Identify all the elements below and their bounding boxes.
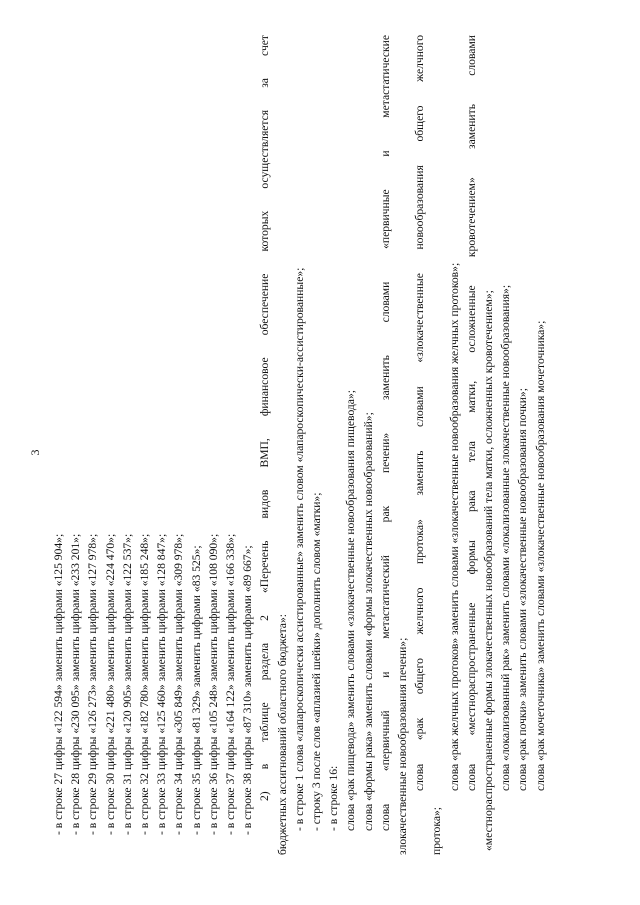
text-line: - в строке 33 цифры «125 460» заменить цифрами «128 847»; (155, 533, 169, 835)
text-line: - в строке 16: (327, 765, 341, 831)
text-line: слова «местнораспространенные формы рака тела матки, осложненные кровотечением» заменить словами (464, 35, 478, 791)
text-line: протока»; (430, 807, 444, 855)
text-line: слова «локализованный рак» заменить словами «локализованные злокачественные новообразования»; (499, 284, 513, 791)
text-line: слова «рак общего желчного протока» заменить словами «злокачественные новообразования общего желчного (413, 35, 427, 791)
text-line: - в строке 35 цифры «81 329» заменить цифрами «83 525»; (189, 545, 203, 835)
text-line: - в строке 36 цифры «105 248» заменить цифрами «108 090»; (206, 533, 220, 835)
text-line: - в строке 27 цифры «122 594» заменить цифрами «125 904»; (52, 533, 65, 835)
text-line: «местнораспространенные формы злокачественных новообразований тела матки, осложненных кровотечением»; (482, 290, 496, 851)
page-number: 3 (28, 449, 42, 456)
text-line: злокачественные новообразования печени»; (396, 637, 410, 855)
text-line: - в строке 37 цифры «164 122» заменить цифрами «166 338»; (224, 533, 238, 835)
text-line: слова «рак желчных протоков» заменить словами «злокачественные новообразования желчных протоков»; (447, 262, 461, 791)
document-body (50, 35, 549, 855)
text-line: слова «первичный и метастатический рак печени» заменить словами «первичные и метастатические (378, 35, 392, 831)
text-line: - в строке 32 цифры «182 780» заменить цифрами «185 248»; (138, 533, 152, 835)
text-line: - в строке 28 цифры «230 095» заменить цифрами «233 201»; (69, 533, 83, 835)
text-line: - строку 3 после слов «аплазией шейки» дополнить словом «матки»; (310, 492, 324, 831)
text-line: - в строке 31 цифры «120 905» заменить цифрами «122 537»; (120, 533, 134, 835)
text-line: - в строке 30 цифры «221 480» заменить цифрами «224 470»; (103, 533, 117, 835)
text-line: - в строке 29 цифры «126 273» заменить цифрами «127 978»; (86, 533, 100, 835)
text-line: - в строке 34 цифры «305 849» заменить цифрами «309 978»; (172, 533, 186, 835)
text-line: - в строке 38 цифры «87 310» заменить цифрами «89 667»; (241, 545, 255, 835)
text-line: - в строке 1 слова «лапароскопически ассистированные» заменить словом «лапароскопически-ассистированные»; (292, 267, 306, 831)
text-line: 2) в таблице раздела 2 «Перечень видов ВМП, финансовое обеспечение которых осуществляется за счет (258, 35, 272, 801)
text-line: слова «рак почки» заменить словами «злокачественные новообразования почки»; (516, 388, 530, 791)
text-line: слова «формы рака» заменить словами «формы злокачественных новообразований»; (361, 412, 375, 831)
text-line: бюджетных ассигнований областного бюджета»: (275, 614, 289, 855)
text-line: слова «рак пищевода» заменить словами «злокачественные новообразования пищевода»; (344, 390, 358, 831)
text-line: слова «рак мочеточника» заменить словами «злокачественные новообразования мочеточника»; (533, 320, 547, 791)
